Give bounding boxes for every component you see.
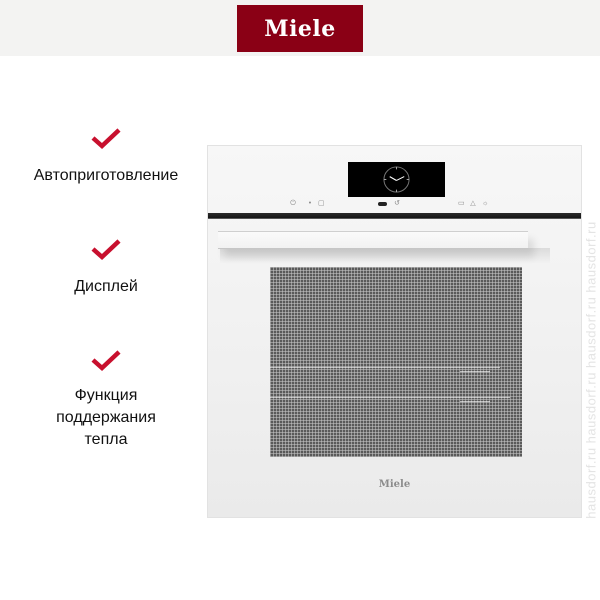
oven-brand: Miele: [378, 479, 411, 490]
glass-glint: [270, 367, 500, 368]
feature-keep-warm: [0, 349, 212, 451]
vent-strip: [208, 213, 581, 219]
feature-display: [0, 238, 212, 298]
feature-label-line: тепла: [84, 431, 128, 448]
bell-icon[interactable]: △: [470, 200, 476, 207]
dot-icon[interactable]: •: [308, 200, 312, 207]
miele-logo: [237, 5, 363, 52]
check-icon: [89, 349, 123, 373]
glass-glint: [460, 371, 490, 372]
feature-label: Дисплей: [74, 278, 138, 295]
handle-shadow: [220, 248, 550, 264]
watermark: [582, 150, 600, 590]
edit-icon[interactable]: ▢: [318, 200, 325, 207]
control-panel: [208, 198, 581, 212]
logo-text: Miele: [264, 15, 336, 42]
pill-icon[interactable]: [378, 202, 387, 206]
power-icon[interactable]: ⏻: [290, 200, 296, 207]
check-icon: [89, 238, 123, 262]
feature-label-line: поддержания: [56, 409, 156, 426]
card-icon[interactable]: ▭: [458, 200, 465, 207]
oven-handle: [218, 231, 528, 249]
light-icon[interactable]: ☼: [482, 200, 489, 207]
glass-glint: [270, 397, 510, 398]
oven-display: [348, 162, 445, 197]
top-banner: [0, 0, 600, 56]
back-icon[interactable]: ↺: [394, 200, 400, 207]
feature-autocook: [0, 127, 212, 187]
glass-glint: [460, 401, 490, 402]
feature-label: Автоприготовление: [33, 167, 179, 184]
oven-image: [207, 145, 582, 518]
oven-window: [270, 267, 522, 457]
feature-label-line: Функция: [74, 387, 138, 404]
watermark-text: hausdorf.ru hausdorf.ru hausdorf.ru hausdorf.ru: [583, 221, 599, 519]
check-icon: [89, 127, 123, 151]
clock-icon: [382, 165, 411, 194]
